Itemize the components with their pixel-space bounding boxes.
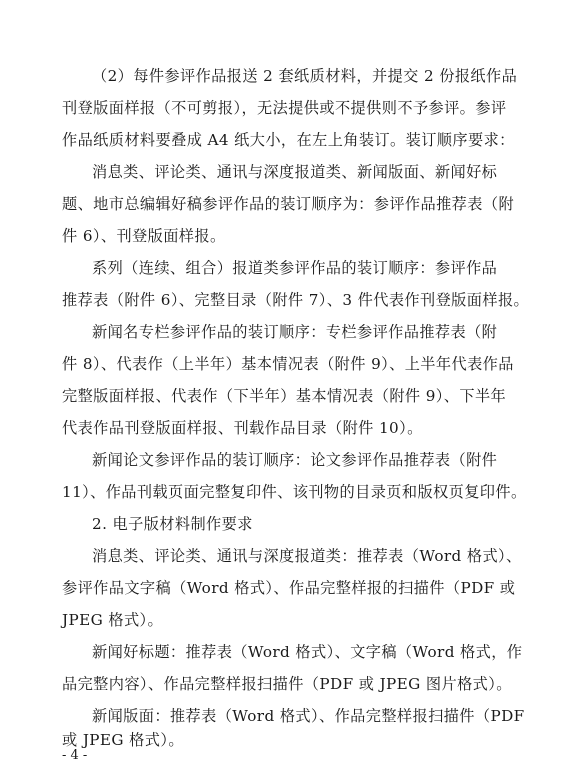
- paragraph-line: 新闻名专栏参评作品的装订顺序：专栏参评作品推荐表（附: [92, 323, 498, 341]
- paragraph-line: 题、地市总编辑好稿参评作品的装订顺序为：参评作品推荐表（附: [62, 195, 515, 213]
- paragraph-line: 件 6）、刊登版面样报。: [62, 227, 226, 245]
- section-heading: 2. 电子版材料制作要求: [92, 515, 253, 533]
- paragraph-line: 消息类、评论类、通讯与深度报道类、新闻版面、新闻好标: [92, 163, 498, 181]
- paragraph-line: 作品纸质材料要叠成 A4 纸大小，在左上角装订。装订顺序要求：: [62, 131, 515, 149]
- paragraph-line: （2）每件参评作品报送 2 套纸质材料，并提交 2 份报纸作品: [92, 67, 518, 85]
- paragraph-line: 件 8）、代表作（上半年）基本情况表（附件 9）、上半年代表作品: [62, 355, 514, 373]
- paragraph-line: 消息类、评论类、通讯与深度报道类：推荐表（Word 格式）、: [92, 547, 522, 565]
- paragraph-line: 品完整内容）、作品完整样报扫描件（PDF 或 JPEG 图片格式）。: [62, 675, 512, 693]
- paragraph-line: 推荐表（附件 6）、完整目录（附件 7）、3 件代表作刊登版面样报。: [62, 291, 530, 309]
- paragraph-line: 新闻好标题：推荐表（Word 格式）、文字稿（Word 格式，作: [92, 643, 523, 661]
- paragraph-line: 完整版面样报、代表作（下半年）基本情况表（附件 9）、下半年: [62, 387, 507, 405]
- paragraph-line: 系列（连续、组合）报道类参评作品的装订顺序：参评作品: [92, 259, 498, 277]
- paragraph-line: JPEG 格式）。: [62, 611, 164, 629]
- paragraph-line: 新闻版面：推荐表（Word 格式）、作品完整样报扫描件（PDF: [92, 707, 525, 725]
- paragraph-line: 代表作品刊登版面样报、刊载作品目录（附件 10）。: [62, 419, 423, 437]
- paragraph-line: 参评作品文字稿（Word 格式）、作品完整样报的扫描件（PDF 或: [62, 579, 516, 597]
- page-number: - 4 -: [62, 748, 88, 763]
- paragraph-line: 刊登版面样报（不可剪报），无法提供或不提供则不予参评。参评: [62, 99, 507, 117]
- paragraph-line: 或 JPEG 格式）。: [62, 731, 184, 749]
- paragraph-line: 11）、作品刊载页面完整复印件、该刊物的目录页和版权页复印件。: [62, 483, 527, 501]
- paragraph-line: 新闻论文参评作品的装订顺序：论文参评作品推荐表（附件: [92, 451, 498, 469]
